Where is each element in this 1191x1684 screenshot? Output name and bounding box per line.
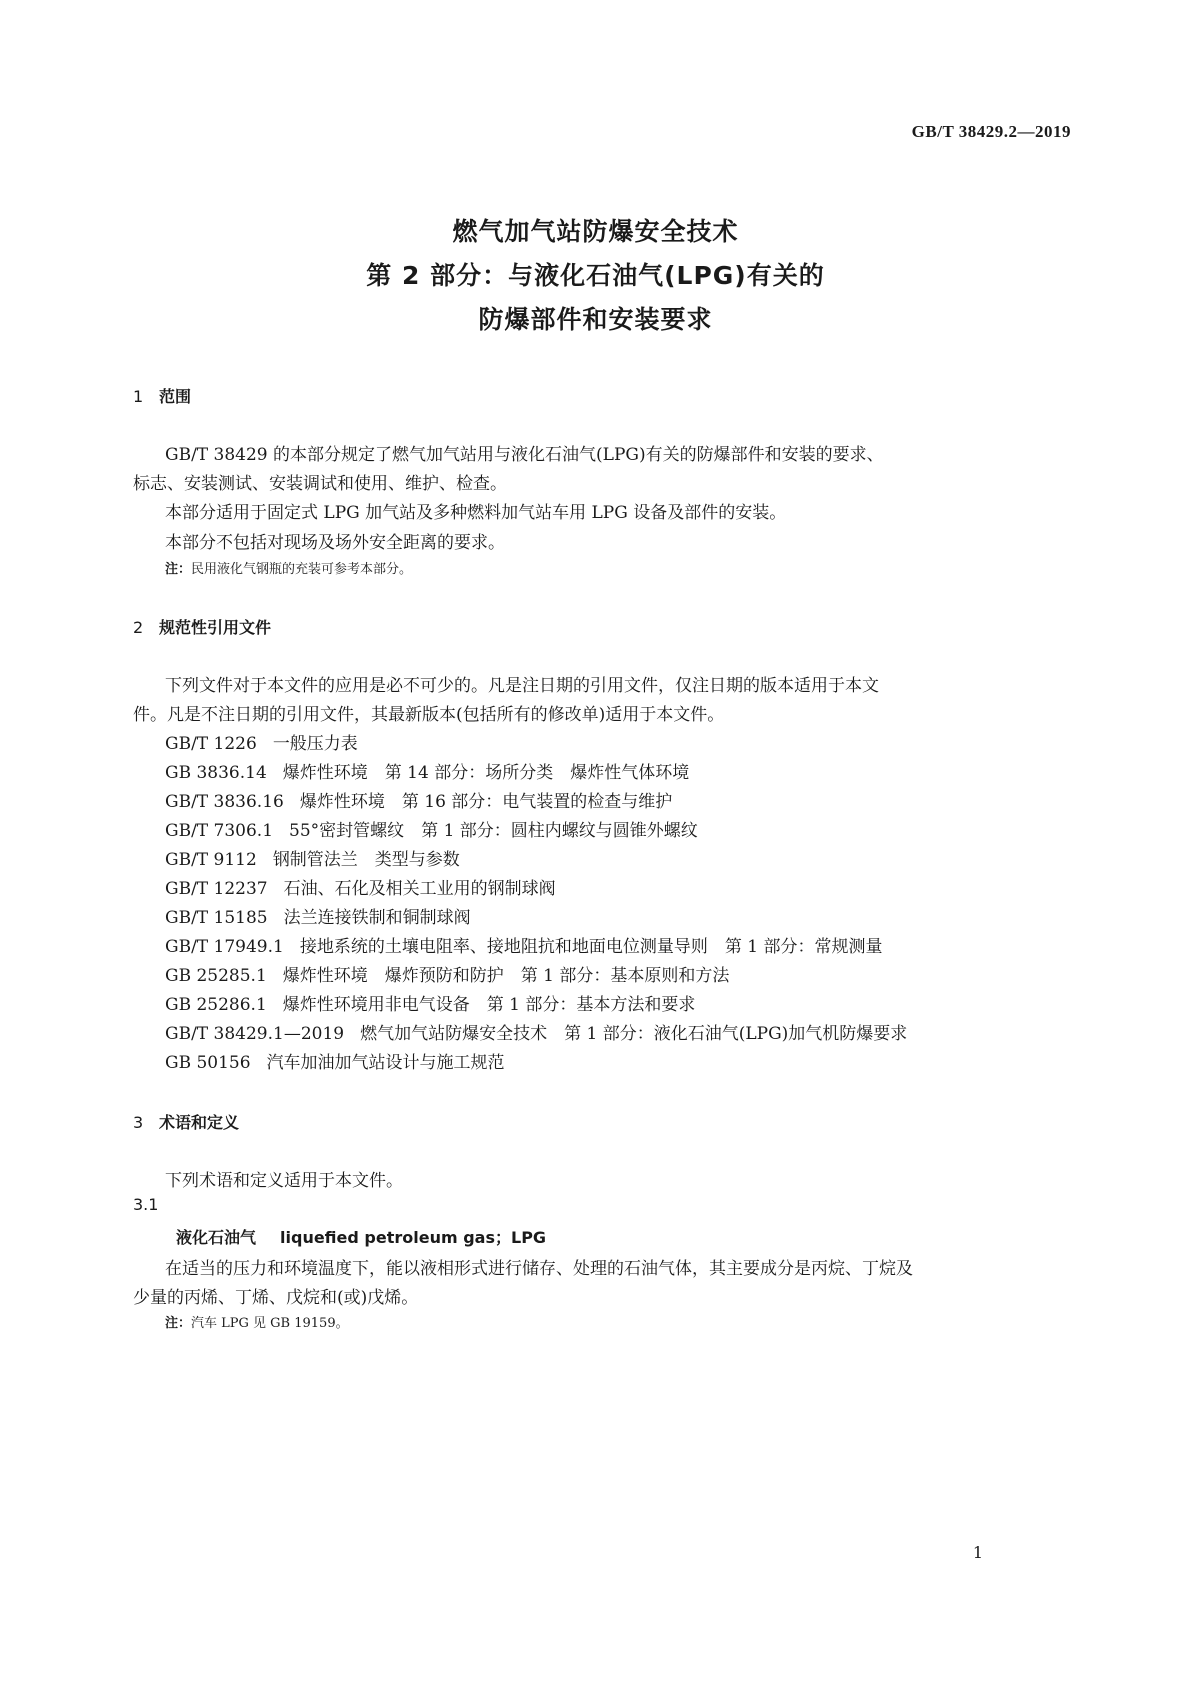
reference-code: GB/T 12237 [165,879,268,899]
reference-title: 钢制管法兰 类型与参数 [272,850,460,870]
term-entry [176,1225,546,1248]
section-3-note-label: 注： [165,1316,192,1331]
document-title-line-3: 防爆部件和安装要求 [478,305,713,334]
reference-code: GB/T 7306.1 [165,821,274,841]
reference-code: GB/T 15185 [165,908,268,928]
term-english: liquefied petroleum gas；LPG [280,1228,547,1247]
reference-item [165,729,358,754]
reference-title: 爆炸性环境 第 14 部分：场所分类 爆炸性气体环境 [282,763,690,783]
reference-item [165,932,882,957]
reference-title: 汽车加油加气站设计与施工规范 [266,1053,505,1073]
page-number: 1 [972,1543,983,1562]
reference-code: GB 25286.1 [165,995,267,1015]
reference-item [165,1048,505,1073]
reference-item [165,990,695,1015]
reference-code: GB/T 38429.1—2019 [165,1024,345,1044]
reference-title: 爆炸性环境用非电气设备 第 1 部分：基本方法和要求 [282,995,696,1015]
reference-title: 接地系统的土壤电阻率、接地阻抗和地面电位测量导则 第 1 部分：常规测量 [299,937,883,957]
reference-title: 爆炸性环境 第 16 部分：电气装置的检查与维护 [299,792,673,812]
section-2-number: 2 [133,618,144,637]
section-1-paragraph-3: 本部分不包括对现场及场外安全距离的要求。 [165,533,505,553]
section-1-title: 范围 [159,387,192,406]
section-1-number: 1 [133,387,144,406]
reference-code: GB 50156 [165,1053,251,1073]
reference-title: 燃气加气站防爆安全技术 第 1 部分：液化石油气(LPG)加气机防爆要求 [360,1024,908,1044]
document-title-line-2: 第 2 部分：与液化石油气(LPG)有关的 [366,261,825,290]
term-definition-line-1: 在适当的压力和环境温度下，能以液相形式进行储存、处理的石油气体，其主要成分是丙烷、丁烷及 [165,1259,913,1279]
reference-title: 55°密封管螺纹 第 1 部分：圆柱内螺纹与圆锥外螺纹 [289,821,698,841]
reference-item [165,1019,907,1044]
section-1-paragraph-2: 本部分适用于固定式 LPG 加气站及多种燃料加气站车用 LPG 设备及部件的安装。 [165,503,787,523]
section-1-paragraph-1-line-1: GB/T 38429 的本部分规定了燃气加气站用与液化石油气(LPG)有关的防爆部件和安装的要求、 [165,445,884,465]
reference-code: GB 3836.14 [165,763,267,783]
reference-item [165,845,460,870]
section-1-heading [133,384,191,407]
section-3-heading [133,1110,239,1133]
reference-item [165,961,729,986]
section-3-note-text: 汽车 LPG 见 GB 19159。 [191,1316,349,1331]
standard-code: GB/T 38429.2—2019 [911,122,1071,141]
section-3-note [165,1312,349,1331]
reference-code: GB/T 1226 [165,734,257,754]
section-1-note [165,558,412,577]
section-3-intro: 下列术语和定义适用于本文件。 [165,1171,403,1191]
term-chinese: 液化石油气 [176,1228,257,1247]
reference-title: 法兰连接铁制和铜制球阀 [283,908,471,928]
section-1-note-label: 注： [165,562,192,577]
section-2-heading [133,615,271,638]
reference-item [165,874,556,899]
section-2-paragraph-line-1: 下列文件对于本文件的应用是必不可少的。凡是注日期的引用文件，仅注日期的版本适用于本文 [165,676,879,696]
term-definition-line-2: 少量的丙烯、丁烯、戊烷和(或)戊烯。 [133,1288,419,1308]
reference-item [165,816,698,841]
reference-item [165,787,672,812]
document-title-line-1: 燃气加气站防爆安全技术 [452,217,739,246]
section-1-paragraph-1-line-2: 标志、安装测试、安装调试和使用、维护、检查。 [133,474,507,494]
section-1-note-text: 民用液化气钢瓶的充装可参考本部分。 [191,562,413,577]
section-2-title: 规范性引用文件 [159,618,272,637]
reference-title: 一般压力表 [272,734,358,754]
reference-code: GB 25285.1 [165,966,267,986]
reference-item [165,903,471,928]
reference-title: 石油、石化及相关工业用的钢制球阀 [283,879,556,899]
reference-code: GB/T 17949.1 [165,937,284,957]
section-2-paragraph-line-2: 件。凡是不注日期的引用文件，其最新版本(包括所有的修改单)适用于本文件。 [133,705,725,725]
section-3-title: 术语和定义 [159,1113,240,1132]
reference-item [165,758,689,783]
section-3-number: 3 [133,1113,144,1132]
term-number: 3.1 [133,1195,159,1214]
reference-code: GB/T 3836.16 [165,792,284,812]
reference-code: GB/T 9112 [165,850,257,870]
reference-title: 爆炸性环境 爆炸预防和防护 第 1 部分：基本原则和方法 [282,966,730,986]
